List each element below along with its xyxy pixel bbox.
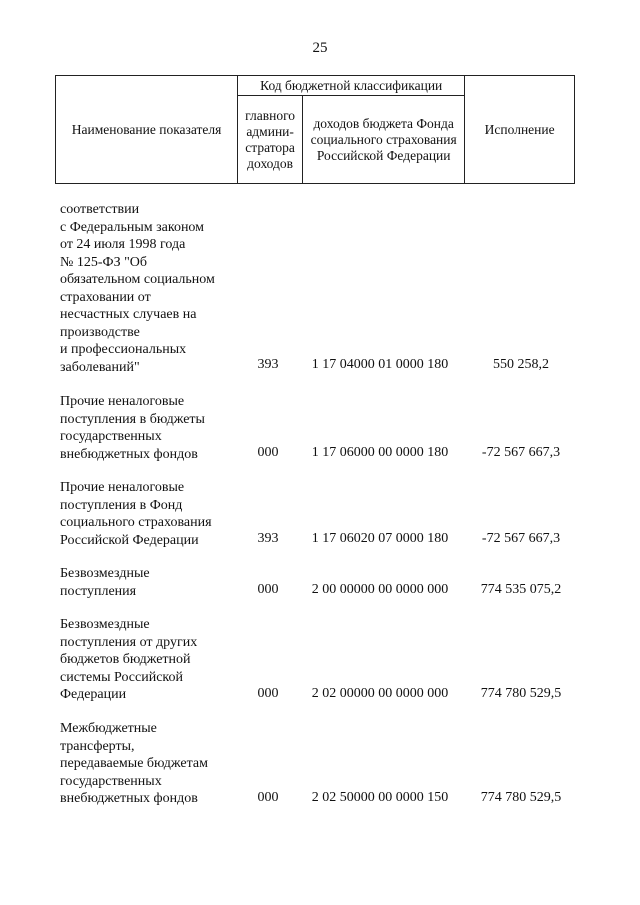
row-budget-code: 1 17 06000 00 0000 180 xyxy=(311,445,449,460)
row-admin-code: 393 xyxy=(257,357,279,372)
row-admin-code: 000 xyxy=(257,686,279,701)
row-execution-value: 774 780 529,5 xyxy=(480,686,562,701)
row-execution-value: -72 567 667,3 xyxy=(481,531,561,546)
row-execution-value: 774 780 529,5 xyxy=(480,790,562,805)
row-indicator-name: Прочие неналоговые поступления в бюджеты государственных внебюджетных фондов xyxy=(60,394,205,462)
row-indicator-name: Безвозмездные поступления xyxy=(60,566,150,599)
row-budget-code: 2 02 50000 00 0000 150 xyxy=(311,790,449,805)
header-budget-classification-code: Код бюджетной классификации xyxy=(238,76,465,96)
row-budget-code: 1 17 04000 01 0000 180 xyxy=(311,357,449,372)
row-admin-code: 000 xyxy=(257,445,279,460)
header-execution: Исполнение xyxy=(465,76,575,184)
row-execution-value: -72 567 667,3 xyxy=(481,445,561,460)
row-execution-value: 550 258,2 xyxy=(493,357,549,372)
row-indicator-name: Прочие неналоговые поступления в Фонд социального страхования Российской Федерации xyxy=(60,480,212,548)
page-number: 25 xyxy=(312,40,328,56)
header-chief-administrator: главного админи-стратора доходов xyxy=(238,96,303,184)
row-indicator-name: Межбюджетные трансферты, передаваемые бюджетам государственных внебюджетных фондов xyxy=(60,721,208,806)
header-indicator-name: Наименование показателя xyxy=(56,76,238,184)
row-admin-code: 393 xyxy=(257,531,279,546)
row-budget-code: 2 02 00000 00 0000 000 xyxy=(311,686,449,701)
row-budget-code: 2 00 00000 00 0000 000 xyxy=(311,582,449,597)
row-admin-code: 000 xyxy=(257,790,279,805)
table-header xyxy=(55,75,575,184)
row-indicator-name: соответствии с Федеральным законом от 24 июля 1998 года № 125-ФЗ "Об обязательном социальном страховании от несчастных случаев на производстве и профессиональных заболеваний" xyxy=(60,202,215,375)
row-execution-value: 774 535 075,2 xyxy=(480,582,562,597)
row-admin-code: 000 xyxy=(257,582,279,597)
row-indicator-name: Безвозмездные поступления от других бюджетов бюджетной системы Российской Федерации xyxy=(60,617,198,702)
row-budget-code: 1 17 06020 07 0000 180 xyxy=(311,531,449,546)
header-fund-revenue-code: доходов бюджета Фонда социального страхования Российской Федерации xyxy=(303,96,465,184)
